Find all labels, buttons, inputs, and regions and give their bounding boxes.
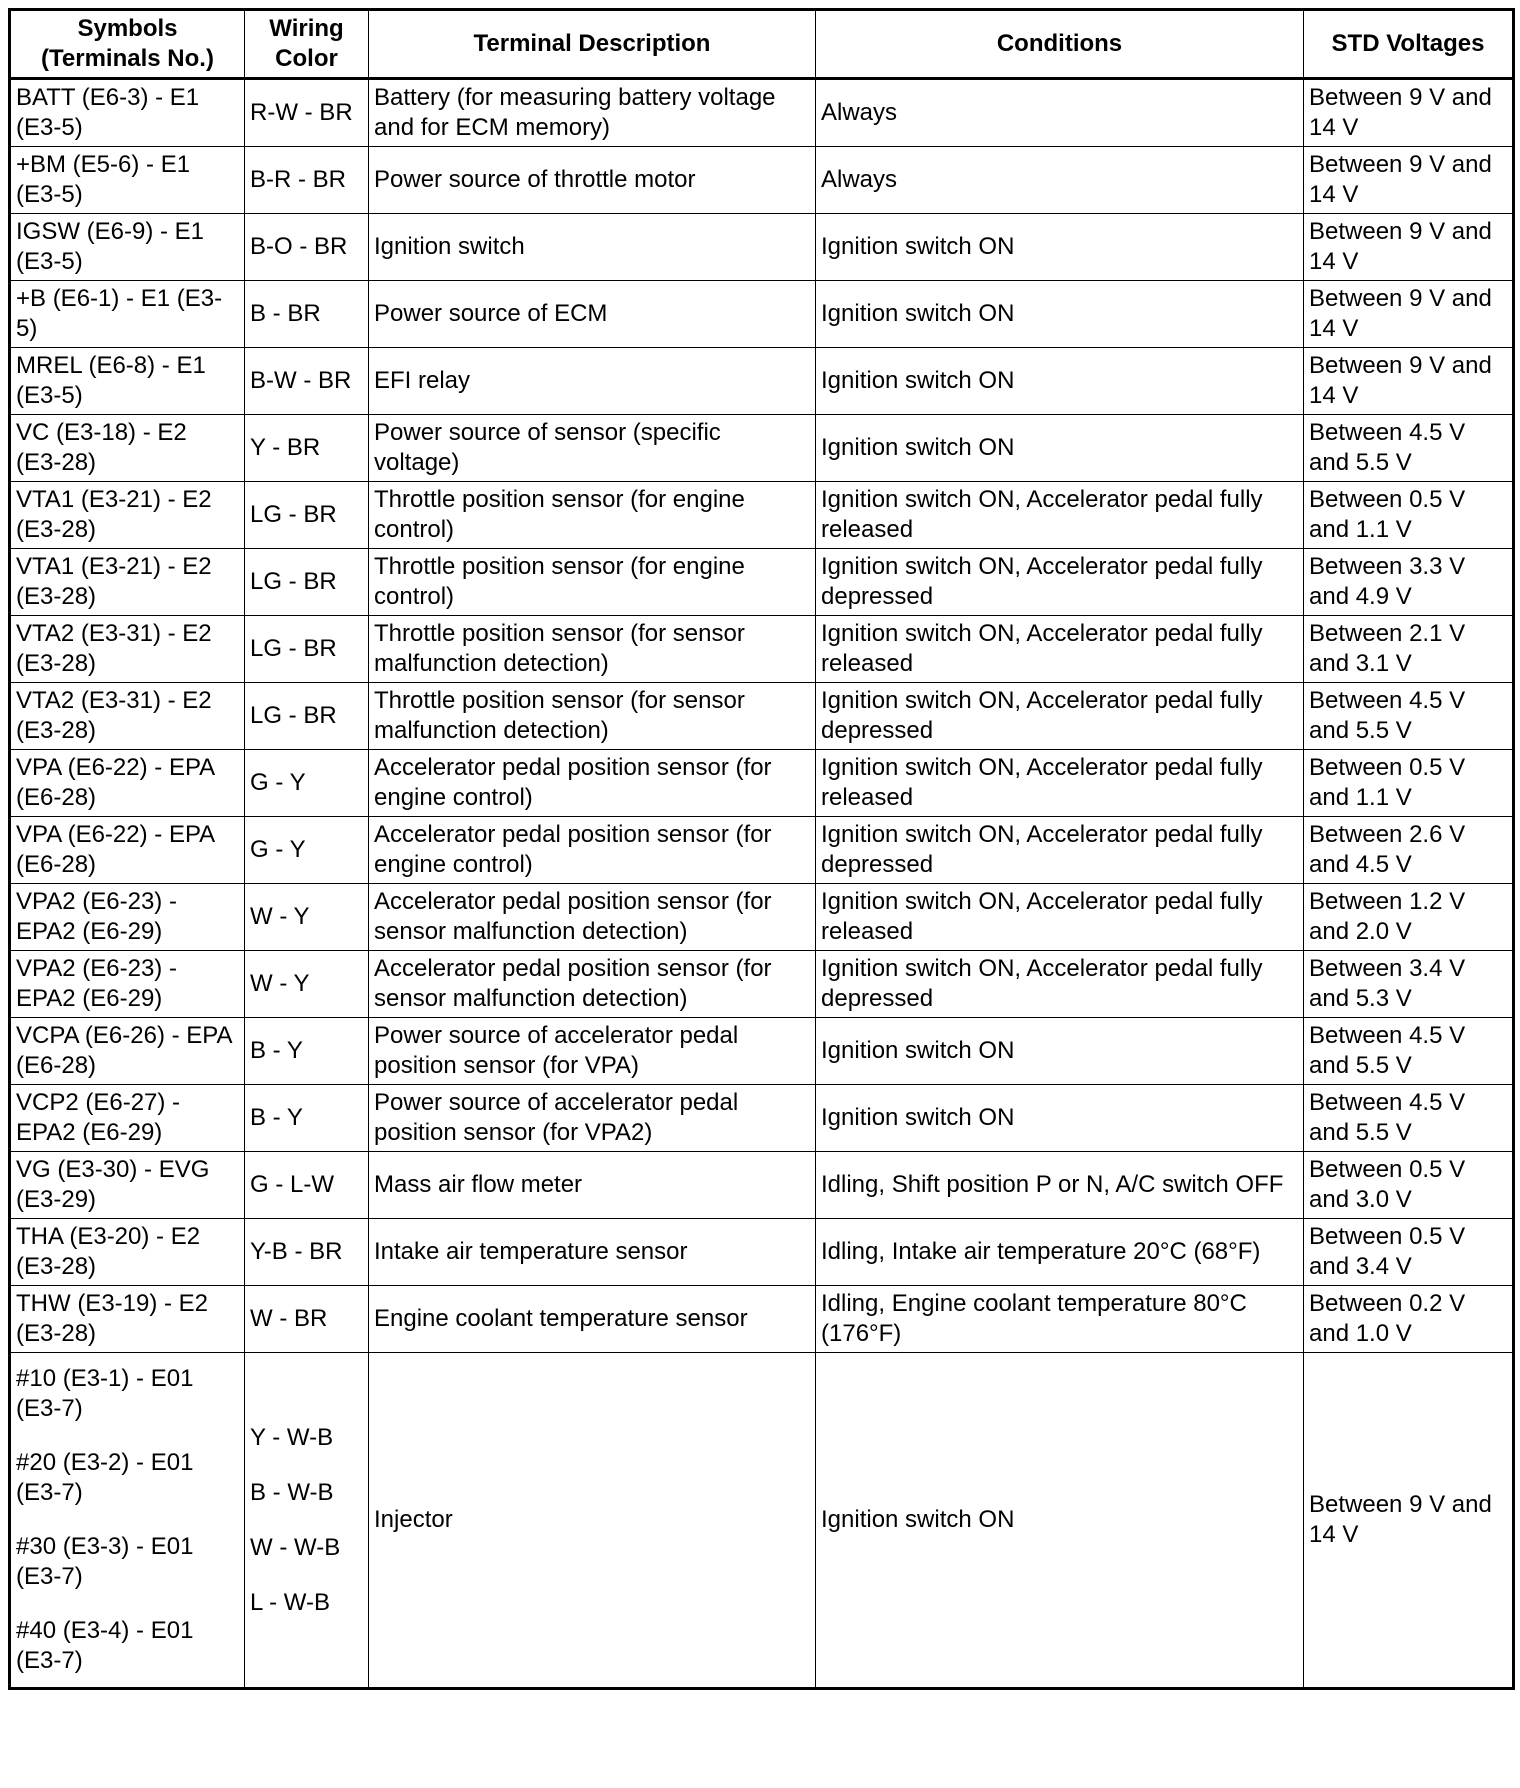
cell-conditions: Idling, Shift position P or N, A/C switch OFF bbox=[816, 1152, 1304, 1219]
cell-wiring: B - BR bbox=[245, 281, 369, 348]
cell-voltage: Between 2.1 V and 3.1 V bbox=[1304, 616, 1514, 683]
cell-conditions: Ignition switch ON, Accelerator pedal fully released bbox=[816, 884, 1304, 951]
cell-voltage: Between 4.5 V and 5.5 V bbox=[1304, 683, 1514, 750]
cell-description: Throttle position sensor (for engine control) bbox=[369, 549, 816, 616]
injector-wiring: Y - W-B bbox=[250, 1423, 334, 1451]
cell-voltage: Between 9 V and 14 V bbox=[1304, 147, 1514, 214]
table-row bbox=[10, 147, 1514, 214]
cell-voltage: Between 9 V and 14 V bbox=[1304, 281, 1514, 348]
cell-symbol: THA (E3-20) - E2 (E3-28) bbox=[10, 1219, 245, 1286]
cell-voltage: Between 3.3 V and 4.9 V bbox=[1304, 549, 1514, 616]
cell-wiring: LG - BR bbox=[245, 616, 369, 683]
injector-symbol: #40 (E3-4) - E01 (E3-7) bbox=[16, 1617, 194, 1674]
cell-conditions: Always bbox=[816, 79, 1304, 147]
header-conditions: Conditions bbox=[816, 10, 1304, 79]
cell-description: Power source of accelerator pedal position sensor (for VPA) bbox=[369, 1018, 816, 1085]
injector-symbol: #30 (E3-3) - E01 (E3-7) bbox=[16, 1533, 194, 1590]
cell-conditions: Ignition switch ON bbox=[816, 415, 1304, 482]
cell-voltage: Between 9 V and 14 V bbox=[1304, 79, 1514, 147]
cell-voltage: Between 4.5 V and 5.5 V bbox=[1304, 415, 1514, 482]
cell-description: Ignition switch bbox=[369, 214, 816, 281]
cell-conditions: Ignition switch ON bbox=[816, 348, 1304, 415]
cell-description: Throttle position sensor (for sensor malfunction detection) bbox=[369, 683, 816, 750]
cell-description: Throttle position sensor (for sensor malfunction detection) bbox=[369, 616, 816, 683]
cell-conditions: Ignition switch ON bbox=[816, 1018, 1304, 1085]
cell-symbol: VTA1 (E3-21) - E2 (E3-28) bbox=[10, 549, 245, 616]
table-row bbox=[10, 951, 1514, 1018]
table-row bbox=[10, 750, 1514, 817]
cell-symbol: VTA1 (E3-21) - E2 (E3-28) bbox=[10, 482, 245, 549]
cell-voltage: Between 4.5 V and 5.5 V bbox=[1304, 1085, 1514, 1152]
cell-voltage: Between 0.5 V and 1.1 V bbox=[1304, 750, 1514, 817]
cell-wiring: B-O - BR bbox=[245, 214, 369, 281]
cell-description: Accelerator pedal position sensor (for engine control) bbox=[369, 817, 816, 884]
cell-symbol: BATT (E6-3) - E1 (E3-5) bbox=[10, 79, 245, 147]
cell-voltage: Between 9 V and 14 V bbox=[1304, 214, 1514, 281]
cell-symbol: VC (E3-18) - E2 (E3-28) bbox=[10, 415, 245, 482]
cell-wiring: R-W - BR bbox=[245, 79, 369, 147]
cell-wiring: G - Y bbox=[245, 750, 369, 817]
table-row bbox=[10, 884, 1514, 951]
table-row bbox=[10, 281, 1514, 348]
cell-conditions: Ignition switch ON, Accelerator pedal fully depressed bbox=[816, 951, 1304, 1018]
cell-conditions: Ignition switch ON bbox=[816, 1085, 1304, 1152]
header-std-voltages: STD Voltages bbox=[1304, 10, 1514, 79]
cell-conditions: Ignition switch ON, Accelerator pedal fully depressed bbox=[816, 549, 1304, 616]
cell-description: Intake air temperature sensor bbox=[369, 1219, 816, 1286]
cell-description: Battery (for measuring battery voltage and for ECM memory) bbox=[369, 79, 816, 147]
cell-symbol: IGSW (E6-9) - E1 (E3-5) bbox=[10, 214, 245, 281]
cell-wiring: G - Y bbox=[245, 817, 369, 884]
table-row bbox=[10, 1018, 1514, 1085]
cell-conditions: Ignition switch ON, Accelerator pedal fully depressed bbox=[816, 817, 1304, 884]
header-terminal-description: Terminal Description bbox=[369, 10, 816, 79]
header-wiring-color: Wiring Color bbox=[245, 10, 369, 79]
cell-symbol: VPA2 (E6-23) - EPA2 (E6-29) bbox=[10, 884, 245, 951]
injector-wiring: W - W-B bbox=[250, 1533, 341, 1561]
table-row bbox=[10, 549, 1514, 616]
cell-symbol: +B (E6-1) - E1 (E3-5) bbox=[10, 281, 245, 348]
table-row bbox=[10, 415, 1514, 482]
cell-wiring: B - Y bbox=[245, 1018, 369, 1085]
cell-symbol: +BM (E5-6) - E1 (E3-5) bbox=[10, 147, 245, 214]
header-symbols: Symbols (Terminals No.) bbox=[10, 10, 245, 79]
cell-description: Throttle position sensor (for engine control) bbox=[369, 482, 816, 549]
table-row bbox=[10, 683, 1514, 750]
cell-description: Accelerator pedal position sensor (for engine control) bbox=[369, 750, 816, 817]
cell-wiring: LG - BR bbox=[245, 482, 369, 549]
cell-symbol: MREL (E6-8) - E1 (E3-5) bbox=[10, 348, 245, 415]
table-row bbox=[10, 817, 1514, 884]
cell-description: Mass air flow meter bbox=[369, 1152, 816, 1219]
cell-voltage: Between 0.2 V and 1.0 V bbox=[1304, 1286, 1514, 1353]
cell-voltage: Between 9 V and 14 V bbox=[1304, 1353, 1514, 1689]
cell-conditions: Ignition switch ON, Accelerator pedal fully released bbox=[816, 616, 1304, 683]
table-header bbox=[10, 10, 1514, 79]
injector-symbol: #20 (E3-2) - E01 (E3-7) bbox=[16, 1449, 194, 1506]
cell-conditions: Ignition switch ON, Accelerator pedal fully released bbox=[816, 750, 1304, 817]
injector-wiring: L - W-B bbox=[250, 1588, 331, 1616]
table-row bbox=[10, 1085, 1514, 1152]
cell-wiring: G - L-W bbox=[245, 1152, 369, 1219]
cell-wiring: LG - BR bbox=[245, 549, 369, 616]
cell-conditions: Ignition switch ON, Accelerator pedal fully depressed bbox=[816, 683, 1304, 750]
table-row bbox=[10, 616, 1514, 683]
cell-voltage: Between 0.5 V and 3.0 V bbox=[1304, 1152, 1514, 1219]
cell-symbol: VPA (E6-22) - EPA (E6-28) bbox=[10, 750, 245, 817]
cell-symbol: VCPA (E6-26) - EPA (E6-28) bbox=[10, 1018, 245, 1085]
cell-description: Accelerator pedal position sensor (for sensor malfunction detection) bbox=[369, 951, 816, 1018]
cell-voltage: Between 3.4 V and 5.3 V bbox=[1304, 951, 1514, 1018]
table-row bbox=[10, 79, 1514, 147]
cell-symbol: VCP2 (E6-27) - EPA2 (E6-29) bbox=[10, 1085, 245, 1152]
cell-voltage: Between 1.2 V and 2.0 V bbox=[1304, 884, 1514, 951]
cell-symbol: VPA2 (E6-23) - EPA2 (E6-29) bbox=[10, 951, 245, 1018]
cell-voltage: Between 0.5 V and 3.4 V bbox=[1304, 1219, 1514, 1286]
cell-symbol bbox=[10, 1353, 245, 1689]
cell-wiring: B - Y bbox=[245, 1085, 369, 1152]
table-body bbox=[10, 79, 1514, 1689]
cell-conditions: Ignition switch ON bbox=[816, 214, 1304, 281]
cell-conditions: Always bbox=[816, 147, 1304, 214]
header-row bbox=[10, 10, 1514, 79]
cell-wiring: B-W - BR bbox=[245, 348, 369, 415]
cell-symbol: VTA2 (E3-31) - E2 (E3-28) bbox=[10, 616, 245, 683]
table-row bbox=[10, 1152, 1514, 1219]
table-row bbox=[10, 214, 1514, 281]
cell-description: Power source of ECM bbox=[369, 281, 816, 348]
cell-voltage: Between 2.6 V and 4.5 V bbox=[1304, 817, 1514, 884]
cell-description: Power source of throttle motor bbox=[369, 147, 816, 214]
cell-description: Power source of accelerator pedal position sensor (for VPA2) bbox=[369, 1085, 816, 1152]
cell-wiring: Y-B - BR bbox=[245, 1219, 369, 1286]
cell-description: Injector bbox=[369, 1353, 816, 1689]
cell-wiring: W - BR bbox=[245, 1286, 369, 1353]
cell-description: Accelerator pedal position sensor (for sensor malfunction detection) bbox=[369, 884, 816, 951]
cell-description: EFI relay bbox=[369, 348, 816, 415]
table-row bbox=[10, 482, 1514, 549]
injector-wiring: B - W-B bbox=[250, 1478, 334, 1506]
cell-conditions: Ignition switch ON bbox=[816, 281, 1304, 348]
table-row bbox=[10, 1219, 1514, 1286]
cell-wiring: W - Y bbox=[245, 951, 369, 1018]
cell-symbol: VTA2 (E3-31) - E2 (E3-28) bbox=[10, 683, 245, 750]
cell-wiring: W - Y bbox=[245, 884, 369, 951]
cell-wiring: B-R - BR bbox=[245, 147, 369, 214]
cell-symbol: VPA (E6-22) - EPA (E6-28) bbox=[10, 817, 245, 884]
cell-wiring: Y - BR bbox=[245, 415, 369, 482]
cell-description: Power source of sensor (specific voltage) bbox=[369, 415, 816, 482]
cell-conditions: Idling, Intake air temperature 20°C (68°F) bbox=[816, 1219, 1304, 1286]
cell-conditions: Ignition switch ON, Accelerator pedal fully released bbox=[816, 482, 1304, 549]
cell-symbol: THW (E3-19) - E2 (E3-28) bbox=[10, 1286, 245, 1353]
table-row bbox=[10, 348, 1514, 415]
table-row bbox=[10, 1286, 1514, 1353]
table-row-injector bbox=[10, 1353, 1514, 1689]
cell-voltage: Between 0.5 V and 1.1 V bbox=[1304, 482, 1514, 549]
cell-voltage: Between 4.5 V and 5.5 V bbox=[1304, 1018, 1514, 1085]
cell-description: Engine coolant temperature sensor bbox=[369, 1286, 816, 1353]
cell-voltage: Between 9 V and 14 V bbox=[1304, 348, 1514, 415]
cell-wiring bbox=[245, 1353, 369, 1689]
terminal-voltage-table bbox=[8, 8, 1515, 1690]
cell-conditions: Ignition switch ON bbox=[816, 1353, 1304, 1689]
cell-symbol: VG (E3-30) - EVG (E3-29) bbox=[10, 1152, 245, 1219]
injector-symbol: #10 (E3-1) - E01 (E3-7) bbox=[16, 1365, 194, 1422]
cell-conditions: Idling, Engine coolant temperature 80°C (176°F) bbox=[816, 1286, 1304, 1353]
cell-wiring: LG - BR bbox=[245, 683, 369, 750]
